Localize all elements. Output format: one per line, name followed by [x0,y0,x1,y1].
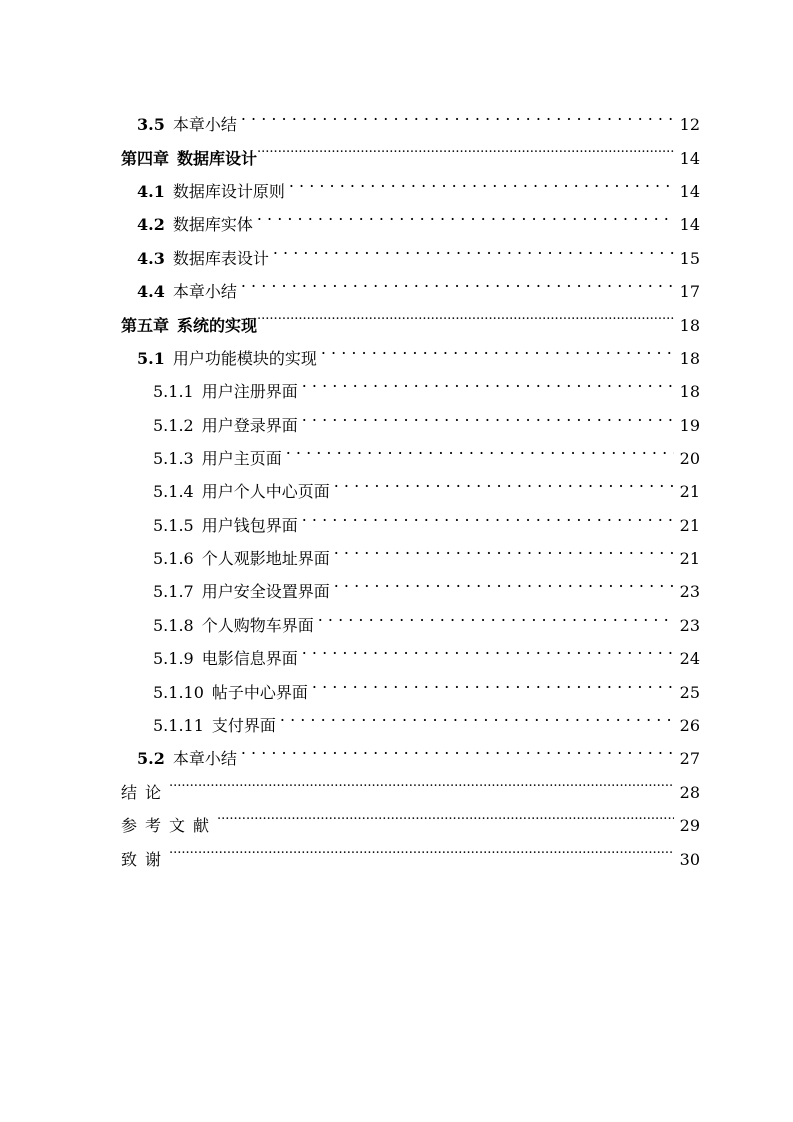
toc-entry-page: 14 [679,182,700,201]
toc-entry-page: 30 [679,850,700,869]
toc-entry-5-1-11[interactable] [153,701,700,735]
toc-entry-number: 4.3 [137,249,165,268]
dot-leader [312,668,674,698]
toc-entry-title: 个人观影地址界面 [201,549,330,568]
dot-leader [334,567,674,597]
toc-entry-page: 17 [679,282,700,301]
toc-entry-acknowledgements[interactable] [121,835,700,869]
toc-entry-number: 5.1.3 [153,449,194,468]
toc-entry-title: 数据库设计原则 [172,182,285,201]
toc-entry-number: 5.1.10 [153,683,204,702]
toc-entry-page: 23 [679,616,700,635]
dot-leader [169,768,674,798]
toc-entry-chapter-4[interactable] [121,134,700,168]
dot-leader [257,134,674,164]
dot-leader [302,367,674,397]
toc-entry-number: 5.1.7 [153,582,194,601]
toc-entry-conclusion[interactable] [121,768,700,802]
toc-entry-number: 5.1.5 [153,516,194,535]
toc-entry-number: 5.1.6 [153,549,194,568]
toc-entry-chapter-5[interactable] [121,301,700,335]
toc-entry-page: 14 [679,215,700,234]
toc-entry-page: 18 [679,316,700,335]
toc-entry-title: 用户安全设置界面 [201,582,330,601]
toc-entry-5-1-10[interactable] [153,668,700,702]
toc-entry-5-1-9[interactable] [153,634,700,668]
toc-entry-4-2[interactable] [137,200,700,234]
toc-entry-5-1-5[interactable] [153,501,700,535]
dot-leader [289,167,674,197]
toc-entry-number: 5.1.8 [153,616,194,635]
toc-entry-title: 电影信息界面 [201,649,298,668]
toc-entry-title: 致谢 [121,850,170,869]
toc-entry-number: 5.1.11 [153,716,204,735]
toc-entry-3-5[interactable] [137,100,700,134]
toc-entry-5-1-3[interactable] [153,434,700,468]
dot-leader [241,100,674,130]
toc-entry-title: 用户登录界面 [201,416,298,435]
toc-entry-title: 系统的实现 [177,316,258,335]
toc-entry-number: 5.2 [137,749,165,768]
dot-leader [169,835,674,865]
toc-entry-5-1-1[interactable] [153,367,700,401]
dot-leader [257,301,674,331]
toc-entry-number: 5.1.4 [153,482,194,501]
dot-leader [241,267,674,297]
toc-entry-title: 本章小结 [172,749,237,768]
dot-leader [321,334,674,364]
toc-entry-number: 5.1.1 [153,382,194,401]
toc-entry-page: 23 [679,582,700,601]
toc-entry-title: 用户主页面 [201,449,282,468]
toc-entry-number: 4.4 [137,282,165,301]
toc-entry-5-2[interactable] [137,734,700,768]
toc-entry-page: 18 [679,382,700,401]
toc-entry-page: 20 [679,449,700,468]
toc-entry-number: 5.1 [137,349,165,368]
dot-leader [280,701,674,731]
toc-entry-title: 数据库设计 [177,149,258,168]
toc-entry-page: 19 [679,416,700,435]
dot-leader [302,401,674,431]
toc-entry-title: 用户个人中心页面 [201,482,330,501]
toc-entry-number: 5.1.9 [153,649,194,668]
toc-entry-number: 5.1.2 [153,416,194,435]
toc-entry-title: 支付界面 [211,716,276,735]
dot-leader [217,801,674,831]
toc-entry-page: 25 [679,683,700,702]
toc-entry-number: 3.5 [137,115,165,134]
toc-entry-5-1-6[interactable] [153,534,700,568]
toc-entry-5-1-8[interactable] [153,601,700,635]
toc-entry-page: 26 [679,716,700,735]
toc-entry-page: 15 [679,249,700,268]
dot-leader [257,200,674,230]
toc-entry-4-3[interactable] [137,234,700,268]
dot-leader [302,501,674,531]
toc-entry-page: 28 [679,783,700,802]
toc-entry-5-1-7[interactable] [153,567,700,601]
toc-entry-page: 18 [679,349,700,368]
dot-leader [302,634,674,664]
toc-entry-page: 21 [679,482,700,501]
toc-entry-page: 12 [679,115,700,134]
toc-entry-title: 用户功能模块的实现 [172,349,317,368]
toc-entry-number: 4.1 [137,182,165,201]
toc-entry-title: 数据库实体 [172,215,253,234]
toc-entry-title: 结论 [121,783,170,802]
toc-entry-title: 参考文献 [121,816,218,835]
toc-entry-title: 用户注册界面 [201,382,298,401]
toc-entry-title: 本章小结 [172,115,237,134]
toc-entry-page: 21 [679,549,700,568]
toc-entry-number: 4.2 [137,215,165,234]
toc-entry-title: 用户钱包界面 [201,516,298,535]
toc-entry-title: 本章小结 [172,282,237,301]
toc-entry-number: 第四章 [121,149,170,168]
toc-entry-number: 第五章 [121,316,170,335]
toc-entry-5-1-4[interactable] [153,467,700,501]
dot-leader [273,234,674,264]
toc-entry-page: 14 [679,149,700,168]
toc-entry-page: 21 [679,516,700,535]
toc-entry-page: 24 [679,649,700,668]
dot-leader [334,534,674,564]
toc-entry-page: 27 [679,749,700,768]
toc-entry-5-1[interactable] [137,334,700,368]
toc-entry-page: 29 [679,816,700,835]
dot-leader [241,734,674,764]
toc-entry-references[interactable] [121,801,700,835]
dot-leader [318,601,674,631]
toc-entry-title: 个人购物车界面 [201,616,314,635]
toc-entry-title: 帖子中心界面 [211,683,308,702]
dot-leader [334,467,674,497]
toc-entry-title: 数据库表设计 [172,249,269,268]
dot-leader [286,434,674,464]
toc-entry-5-1-2[interactable] [153,401,700,435]
toc-entry-4-4[interactable] [137,267,700,301]
toc-entry-4-1[interactable] [137,167,700,201]
